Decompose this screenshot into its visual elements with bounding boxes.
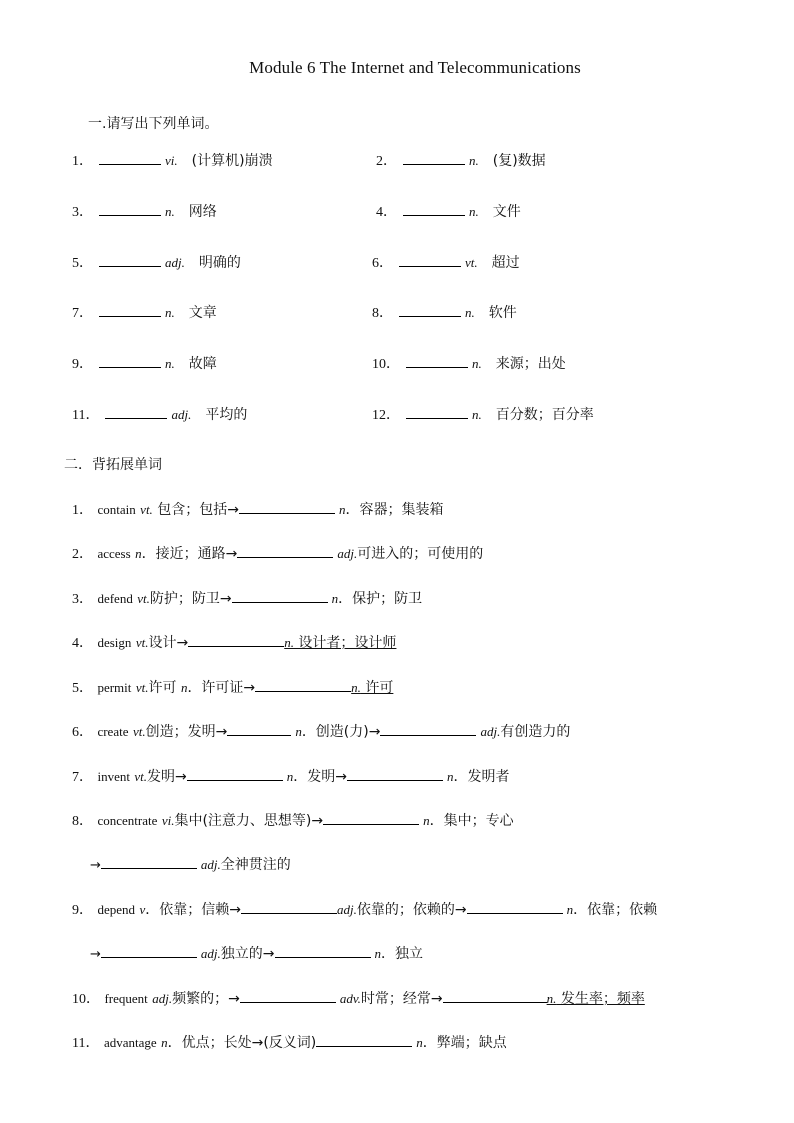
answer-blank[interactable] [275, 943, 371, 958]
headword: defend [97, 591, 133, 606]
list-item [72, 899, 657, 919]
part-of-speech: n. [165, 305, 175, 320]
answer-blank[interactable] [399, 302, 461, 317]
meaning: 包含；包括→ [157, 502, 239, 518]
part-of-speech: n. [165, 356, 175, 371]
part-of-speech: adj. [336, 902, 357, 917]
meaning: 许可 [360, 680, 394, 696]
part-of-speech: n. [284, 635, 294, 650]
answer-blank[interactable] [99, 353, 161, 368]
part-of-speech: n [374, 946, 382, 961]
item-number: 3． [72, 592, 93, 607]
meaning: 发生率；频率 [556, 991, 645, 1007]
item-number: 10． [72, 992, 100, 1007]
item-number: 7． [72, 770, 93, 785]
part-of-speech: n. [465, 305, 475, 320]
meaning: 超过 [491, 255, 520, 271]
answer-blank[interactable] [399, 252, 461, 267]
part-of-speech: v [139, 902, 146, 917]
meaning: 时常；经常→ [360, 991, 443, 1007]
headword: access [97, 546, 131, 561]
answer-blank[interactable] [406, 353, 468, 368]
meaning: 全神贯注的 [220, 857, 291, 873]
list-item [72, 252, 241, 272]
meaning: 设计→ [148, 635, 189, 651]
headword: permit [97, 680, 132, 695]
item-number: 1． [72, 154, 93, 169]
part-of-speech: n. [472, 407, 482, 422]
item-number: 5． [72, 256, 93, 271]
meaning: 独立的→ [220, 946, 275, 962]
part-of-speech: adj. [171, 407, 192, 422]
part-of-speech: vt. [132, 724, 146, 739]
part-of-speech: n [566, 902, 574, 917]
part-of-speech: n. [546, 991, 557, 1006]
item-number: 9． [72, 903, 93, 918]
list-item [72, 150, 273, 170]
list-item [72, 404, 247, 424]
page-title: Module 6 The Internet and Telecommunications [249, 58, 581, 77]
answer-blank[interactable] [467, 899, 563, 914]
meaning: 网络 [188, 204, 217, 220]
list-item [72, 677, 393, 697]
meaning: ．依靠；信赖→ [145, 902, 241, 918]
part-of-speech: n. [165, 204, 175, 219]
headword: design [97, 635, 132, 650]
item-number: 10． [372, 357, 400, 372]
meaning: 故障 [188, 356, 217, 372]
answer-blank[interactable] [316, 1032, 412, 1047]
item-number: 9． [72, 357, 93, 372]
item-number: 11． [72, 408, 100, 423]
part-of-speech: n [286, 769, 294, 784]
part-of-speech: adj. [480, 724, 501, 739]
answer-blank[interactable] [232, 588, 328, 603]
answer-blank[interactable] [101, 854, 197, 869]
meaning: ．发明→ [293, 769, 348, 785]
answer-blank[interactable] [241, 899, 337, 914]
list-item [72, 201, 217, 221]
answer-blank[interactable] [403, 201, 465, 216]
answer-blank[interactable] [406, 404, 468, 419]
meaning: ．容器；集装箱 [345, 502, 444, 518]
part-of-speech: n. [351, 680, 361, 695]
answer-blank[interactable] [240, 988, 336, 1003]
meaning: ．保护；防卫 [338, 591, 423, 607]
answer-blank[interactable] [403, 150, 465, 165]
item-number: 8． [72, 814, 93, 829]
list-item [72, 353, 217, 373]
part-of-speech: n [447, 769, 454, 784]
meaning: 依靠的；依赖的→ [356, 902, 467, 918]
part-of-speech: n [135, 546, 142, 561]
answer-blank[interactable] [99, 252, 161, 267]
answer-blank[interactable] [380, 721, 476, 736]
answer-blank[interactable] [99, 302, 161, 317]
answer-blank[interactable] [187, 766, 283, 781]
item-number: 2． [376, 154, 397, 169]
meaning: (复)数据 [492, 153, 546, 169]
list-item [372, 252, 520, 272]
item-number: 8． [372, 306, 393, 321]
answer-blank[interactable] [323, 810, 419, 825]
part-of-speech: adj. [337, 546, 358, 561]
part-of-speech: n. [469, 204, 479, 219]
part-of-speech: n [339, 502, 346, 517]
part-of-speech: adj. [200, 857, 221, 872]
part-of-speech: n [295, 724, 302, 739]
meaning: 设计者；设计师 [293, 635, 397, 651]
list-item [372, 404, 594, 424]
meaning: ．接近；通路→ [141, 546, 238, 562]
part-of-speech: adj. [165, 255, 185, 270]
part-of-speech: vt. [465, 255, 478, 270]
meaning: 文件 [492, 204, 521, 220]
meaning: ．许可证→ [187, 680, 256, 696]
item-number: 7． [72, 306, 93, 321]
meaning: 创造；发明→ [145, 724, 228, 740]
headword: concentrate [97, 813, 158, 828]
headword: create [97, 724, 129, 739]
list-item [72, 1032, 507, 1052]
list-item [72, 632, 396, 652]
headword: depend [97, 902, 135, 917]
list-item [72, 810, 514, 830]
meaning: 来源；出处 [495, 356, 566, 372]
answer-blank[interactable] [239, 499, 335, 514]
item-number: 5． [72, 681, 93, 696]
part-of-speech: vi. [165, 153, 178, 168]
meaning: ．创造(力)→ [301, 724, 381, 740]
meaning: 文章 [188, 305, 217, 321]
answer-blank[interactable] [105, 404, 167, 419]
list-item [372, 353, 566, 373]
list-item [372, 302, 517, 322]
list-item [72, 588, 422, 608]
list-item [376, 150, 546, 170]
meaning: ．独立 [381, 946, 424, 962]
part-of-speech: vt. [135, 680, 149, 695]
part-of-speech: adv. [339, 991, 361, 1006]
meaning: ．弊端；缺点 [422, 1035, 507, 1051]
arrow: → [90, 858, 101, 873]
list-item [72, 543, 483, 563]
meaning: ．依靠；依赖 [573, 902, 658, 918]
section-heading-1: 一.请写出下列单词。 [88, 116, 219, 132]
part-of-speech: vt. [140, 502, 153, 517]
meaning: 平均的 [205, 407, 248, 423]
headword: contain [97, 502, 136, 517]
answer-blank[interactable] [255, 677, 351, 692]
list-item [72, 766, 510, 786]
item-number: 4． [376, 205, 397, 220]
meaning: 集中(注意力、思想等)→ [174, 813, 324, 829]
list-item [72, 499, 444, 519]
answer-blank[interactable] [347, 766, 443, 781]
section-heading-2: 二．背拓展单词 [64, 457, 162, 473]
item-number: 3． [72, 205, 93, 220]
headword: invent [97, 769, 130, 784]
list-item [376, 201, 521, 221]
list-item [72, 988, 645, 1008]
meaning: ．优点；长处→(反义词) [167, 1035, 317, 1051]
answer-blank[interactable] [99, 150, 161, 165]
item-number: 6． [372, 256, 393, 271]
part-of-speech: n [416, 1035, 423, 1050]
item-number: 11． [72, 1036, 100, 1051]
part-of-speech: n [161, 1035, 168, 1050]
headword: frequent [104, 991, 148, 1006]
meaning: 软件 [488, 305, 517, 321]
meaning: 许可 [148, 680, 177, 696]
answer-blank[interactable] [237, 543, 333, 558]
part-of-speech: n. [469, 153, 479, 168]
item-number: 1． [72, 503, 93, 518]
list-item-continuation [90, 854, 291, 874]
part-of-speech: vt. [137, 591, 150, 606]
meaning: ．集中；专心 [429, 813, 514, 829]
meaning: 频繁的；→ [172, 991, 240, 1007]
part-of-speech: vt. [134, 769, 148, 784]
list-item [72, 302, 217, 322]
part-of-speech: n [423, 813, 430, 828]
item-number: 2． [72, 547, 93, 562]
part-of-speech: adj. [200, 946, 221, 961]
list-item-continuation [90, 943, 423, 963]
part-of-speech: n [180, 680, 188, 695]
arrow: → [90, 947, 101, 962]
meaning: 有创造力的 [500, 724, 571, 740]
answer-blank[interactable] [101, 943, 197, 958]
part-of-speech: vt. [135, 635, 149, 650]
meaning: 百分数；百分率 [495, 407, 594, 423]
meaning: 可进入的；可使用的 [357, 546, 484, 562]
meaning: 明确的 [198, 255, 241, 271]
headword: advantage [103, 1035, 157, 1050]
part-of-speech: adj. [152, 991, 173, 1006]
part-of-speech: vi. [161, 813, 175, 828]
item-number: 4． [72, 636, 93, 651]
answer-blank[interactable] [227, 721, 291, 736]
list-item [72, 721, 570, 741]
answer-blank[interactable] [443, 988, 547, 1003]
meaning: 防护；防卫→ [149, 591, 232, 607]
answer-blank[interactable] [188, 632, 284, 647]
meaning: 发明→ [147, 769, 187, 785]
part-of-speech: n. [472, 356, 482, 371]
item-number: 12． [372, 408, 400, 423]
meaning: (计算机)崩溃 [191, 153, 273, 169]
part-of-speech: n [331, 591, 339, 606]
meaning: ．发明者 [453, 769, 510, 785]
item-number: 6． [72, 725, 93, 740]
answer-blank[interactable] [99, 201, 161, 216]
